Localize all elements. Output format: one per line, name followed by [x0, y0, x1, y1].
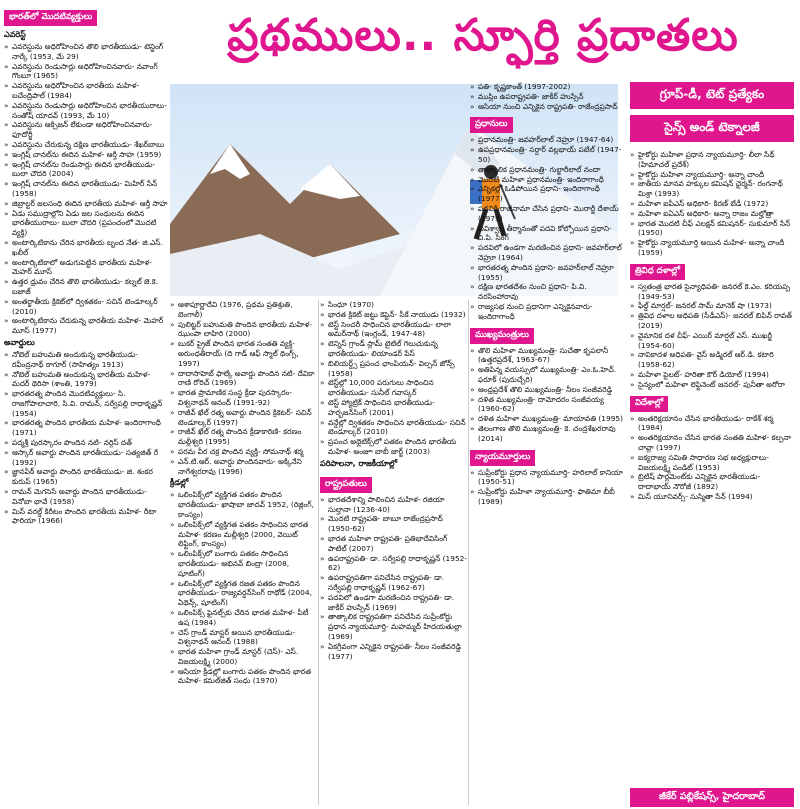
list-item: » మహిళా ఐపీఎస్‌ అధికారి- కిరణ్‌ బేడీ (1972) [630, 199, 794, 209]
list-item: » ఉపరాష్ట్రపతిగా పనిచేసిన రాష్ట్రపతి- డా. సర్వేపల్లి రాధాకృష్ణన్‌ (1962-67) [320, 573, 468, 593]
list-item: » ఆసియా క్రీడల్లో బంగారు పతకం పొందిన భారత మహిళ- కమల్‌జిత్‌ సంధు (1970) [170, 667, 318, 687]
subhead-presidents: రాష్ట్రపతులు [320, 477, 372, 493]
publisher-credit: జీకేర్ పబ్లికేషన్స్‌, హైదరాబాద్‌ [630, 788, 794, 807]
subhead-chief-ministers: ముఖ్యమంత్రులు [470, 328, 534, 344]
tag-box [630, 82, 794, 148]
list-item: » ఇంగ్లిష్‌ చానల్‌ను ఈదిన భారతీయుడు- మిహిర్‌ సేన్‌ (1958) [4, 179, 168, 199]
list-item: » భారతరత్న పొందిన మొదటివ్యక్తులు- సి. రాజగోపాలాచారి, సి.వి. రామన్‌, సర్వేపల్లి రాధాకృష్ణన్‌ (1954) [4, 389, 168, 418]
tag-science-tech: సైన్స్‌ అండ్‌ టెక్నాలజీ [630, 115, 794, 142]
everest-list [4, 42, 168, 336]
list-item: » ఉత్తర ధ్రువం చేరిన తొలి భారతీయుడు- కల్నల్‌ జె.కె. బజాజ్‌ [4, 277, 168, 297]
list-item: » భారత మహిళా గ్రాండ్‌ మాస్టర్‌ (చెస్‌)- ఎస్‌. విజయలక్ష్మి (2000) [170, 647, 318, 667]
list-item: » ప్రపంచ అథ్లెటిక్స్‌లో పతకం పొందిన భారతీయ మహిళ- అంజూ బాబీ జార్జ్‌ (2003) [320, 437, 468, 457]
list-item: » జాతీయ మానవ హక్కుల కమిషన్‌ ఛైర్మన్‌- రంగనాథ్‌ మిశ్రా (1993) [630, 179, 794, 199]
list-item: » ఒలింపిక్స్‌లో బంగారు పతకం సాధించిన భారతీయుడు- అభినవ్‌ బింద్రా (2008, షూటింగ్‌) [170, 549, 318, 578]
list-item: » ఒలింపిక్స్‌ ఫైనల్స్‌కు చేరిన భారత మహిళ- పీటీ ఉష (1984) [170, 608, 318, 628]
list-item: » సుప్రీంకోర్టు మహిళా న్యాయమూర్తి- ఫాతిమా బీబీ (1989) [470, 487, 624, 507]
list-item: » ఆశాపూర్ణాదేవి (1976, ప్రథమ ప్రతిశ్రుతి, బెంగాలీ) [170, 300, 318, 320]
list-item: » ఇంగ్లిష్‌ చానల్‌ను రెండుసార్లు ఈదిన భారతీయుడు- బులా చౌదరి (2004) [4, 160, 168, 180]
list-item: » మహిళా ఐఏఎస్‌ అధికారి- అన్నా రాజం మల్హోత్రా [630, 209, 794, 219]
list-item: » ఎవరెస్టును ఆక్సిజన్‌ లేకుండా అధిరోహించినవారు- ఫూదోర్జీ [4, 120, 168, 140]
list-item: » అవిశ్వాస తీర్మానంతో పదవి కోల్పోయిన ప్రధాని- వి.పి. సింగ్‌ [470, 224, 624, 244]
list-item: » అంతర్జాతీయ క్రికెట్‌లో ద్విశతకం- సచిన్‌ టెండూల్కర్‌ (2010) [4, 297, 168, 317]
column-3 [320, 300, 468, 805]
list-item: » దాదాసాహెబ్‌ ఫాల్కే అవార్డు పొందిన నటి- దేవికా రాణి రోరిచ్‌ (1969) [170, 369, 318, 389]
list-item: » ఎవరెస్టును చేరుకున్న దక్షిణ భారతీయుడు- శేఖర్‌బాబు [4, 140, 168, 150]
list-item: » రామన్‌ మెగసెసే అవార్డు పొందిన భారతీయుడు- వినోబా భావే (1958) [4, 487, 168, 507]
list-item: » జిబ్రాల్టర్‌ జలసంధి ఈదిన భారతీయ మహిళ- ఆర్తీ సాహ [4, 199, 168, 209]
list-item: » ఎవరెస్టును రెండుసార్లు అధిరోహించినవారు- నవాంగ్‌ గొంబూ (1965) [4, 62, 168, 82]
list-item: » వన్డేల్లో ద్విశతకం సాధించిన భారతీయుడు- సచిన్‌ టెండూల్కర్‌ (2010) [320, 418, 468, 438]
column-4 [470, 82, 624, 805]
list-item: » దళిత మహిళా ముఖ్యమంత్రి- మాయావతి (1995) [470, 414, 624, 424]
list-item: » పదవిలో ఉండగా మరణించిన రాష్ట్రపతి- డా. జాకీర్‌ హుస్సేన్‌ (1969) [320, 593, 468, 613]
list-item: » అంతరిక్షయానం చేసిన భారతీయుడు- రాకేశ్‌ శర్మ (1984) [630, 414, 794, 434]
list-item: » రాజీవ్‌ ఖేల్‌ రత్న పొందిన క్రీడాకారిణి- కరణం మల్లీశ్వరి (1995) [170, 427, 318, 447]
list-item: » తాత్కాలిక రాష్ట్రపతిగా పనిచేసిన సుప్రీంకోర్టు ప్రధాన న్యాయమూర్తి- మహమ్మద్‌ హిదయతుల్లా (1969) [320, 612, 468, 641]
list-item: » అంటార్కిటికాలో అడుగుపెట్టిన భారతీయ మహిళ- మెహర్‌ మూస్‌ [4, 258, 168, 278]
list-item: » త్రివిధ దళాల అధిపతి (సీడీఎస్‌)- జనరల్‌ బిపిన్‌ రావత్‌ (2019) [630, 311, 794, 331]
list-item: » అంతరిక్షయానం చేసిన భారత సంతతి మహిళ- కల్పనా చావ్లా (1997) [630, 433, 794, 453]
list-item: » దళిత ముఖ్యమంత్రి- దామోదరం సంజీవయ్య (1960-62) [470, 395, 624, 415]
list-item: » అంటార్కిటికాను చేరుకున్న భారతీయ మహిళ- మెహర్‌ మూస్‌ (1977) [4, 316, 168, 336]
column-5 [630, 150, 794, 805]
list-item: » పరమ వీర చక్ర పొందిన వ్యక్తి- సోమనాథ్‌ శర్మ [170, 447, 318, 457]
column-2 [170, 300, 318, 805]
list-item: » ఐక్యరాజ్య సమితి సాధారణ సభ అధ్యక్షురాలు- విజయలక్ష్మి పండిట్‌ (1953) [630, 453, 794, 473]
list-item: » టెస్ట్‌ హ్యాట్రిక్‌ సాధించిన భారతీయుడు- హర్భజన్‌సింగ్‌ (2001) [320, 398, 468, 418]
list-item: » తొలి మహిళా ముఖ్యమంత్రి- సుచేతా కృపలానీ (ఉత్తరప్రదేశ్‌, 1963-67) [470, 346, 624, 366]
subhead-everest: ఎవరెస్ట్‌ [4, 30, 26, 39]
list-item: » నోబెల్‌ బహుమతి అందుకున్న భారతీయుడు- రవీంద్రనాథ్‌ ఠాగూర్‌ (సాహిత్యం 1913) [4, 350, 168, 370]
subhead-judges: న్యాయమూర్తులు [470, 450, 535, 466]
list-item: » సింధూ (1970) [320, 300, 468, 310]
list-item: » స్వతంత్ర భారత సైన్యాధిపతి- జనరల్‌ కె.ఎం. కరియప్ప (1949-53) [630, 282, 794, 302]
list-item: » సుప్రీంకోర్టు ప్రధాన న్యాయమూర్తి- హరిలాల్‌ కానియా (1950-51) [470, 468, 624, 488]
list-item: » ఎన్‌.టి.ఆర్‌. అవార్డు పొందినవారు- అక్కినేని నాగేశ్వరరావు (1996) [170, 457, 318, 477]
subhead-sports: క్రీడల్లో [170, 478, 189, 488]
list-item: » హైకోర్టు న్యాయమూర్తి అయిన మహిళ- అన్నా చాందీ (1959) [630, 238, 794, 258]
list-item: » సైన్యంలో మహిళా లెఫ్టినెంట్‌ జనరల్‌- పునీతా అరోరా [630, 380, 794, 390]
list-item: » ఒలింపిక్స్‌లో వ్యక్తిగత పతకం పొందిన భారతీయుడు- ఖాషాబా జాదవ్‌ 1952, (రెజ్లింగ్‌, కాంస్యం) [170, 490, 318, 519]
subhead-awards: అవార్డులు [4, 337, 35, 347]
list-item: » టెస్ట్‌ సెంచరీ సాధించిన భారతీయుడు- లాలా అమర్‌నాథ్‌ (ఇంగ్లండ్‌, 1947-48) [320, 320, 468, 340]
list-item: » ఎవరెస్టును రెండుసార్లు అధిరోహించిన భారతీయురాలు- సంతోష్‌ యాదవ్‌ (1993, మే 10) [4, 101, 168, 121]
list-item: » ఎవరెస్టును అధిరోహించిన భారతీయ మహిళ- బచేంద్రిపాల్‌ (1984) [4, 81, 168, 101]
awards-list [4, 350, 168, 526]
list-item: » ఉపప్రధానమంత్రి- సర్దార్‌ వల్లభాయ్‌ పటేల్‌ (1947-50) [470, 145, 624, 165]
section-head-firsts: భారత్‌లో మొదటివ్యక్తులు [4, 10, 97, 26]
subhead-abroad: విదేశాల్లో [630, 396, 668, 412]
list-item: » భారత క్రికెట్‌ జట్టు కెప్టెన్‌- సీకే నాయుడు (1932) [320, 310, 468, 320]
list-item: » హైకోర్టు మహిళా ప్రధాన న్యాయమూర్తి- లీలా సేథ్‌ (హిమాచల్‌ ప్రదేశ్‌) [630, 150, 794, 170]
list-item: » ఆంధ్రప్రదేశ్‌ తొలి ముఖ్యమంత్రి- నీలం సంజీవరెడ్డి [470, 385, 624, 395]
list-item: » టెన్నిస్‌ గ్రాండ్‌ స్లామ్‌ టైటిల్‌ గెలుచుకున్న భారతీయుడు- లియాండర్‌ పేస్‌ [320, 339, 468, 359]
list-item: » పద్మశ్రీ పురస్కారం పొందిన నటి- నర్గిస్‌ దత్‌ [4, 438, 168, 448]
list-item: » దక్షిణ భారతదేశం నుంచి ప్రధాని- పి.వి. నరసింహారావు [470, 282, 624, 302]
list-item: » భారతరత్న పొందిన భారతీయ మహిళ- ఇందిరాగాంధీ (1971) [4, 418, 168, 438]
subhead-politics: పరిపాలనా, రాజకీయాల్లో [320, 458, 398, 468]
list-item: » ఒలింపిక్స్‌లో వ్యక్తిగత పతకం సాధించిన భారత మహిళ- కరణం మల్లీశ్వరి (2000, వెయిట్‌ లిఫ్టింగ్‌, కాంస్యం) [170, 520, 318, 549]
list-item: » వైమానిక దళ చీఫ్‌- ఎయిర్‌ మార్షల్‌ ఎస్‌. ముఖర్జీ (1954-60) [630, 331, 794, 351]
list-item: » ఎన్నికల్లో ఓడిపోయిన ప్రధాని- ఇందిరాగాంధీ (1977) [470, 184, 624, 204]
list-item: » పదవిలో ఉండగా మరణించిన ప్రధాని- జవహర్‌లాల్‌ నెహ్రూ (1964) [470, 243, 624, 263]
list-item: » ఫీల్డ్‌ మార్షల్‌- జనరల్‌ సామ్‌ మానెక్‌ షా (1973) [630, 301, 794, 311]
list-item: » ప్రధానమంత్రి- జవహర్‌లాల్‌ నెహ్రూ (1947-64) [470, 135, 624, 145]
list-item: » మొదటి రాష్ట్రపతి- బాబూ రాజేంద్రప్రసాద్‌ (1950-62) [320, 514, 468, 534]
list-item: » ఒలింపిక్స్‌లో వ్యక్తిగత రజత పతకం పొందిన భారతీయుడు- రాజ్యవర్థన్‌సింగ్‌ రాథోడ్‌ (2004, ఏథెన్స్‌, షూటింగ్‌) [170, 579, 318, 608]
list-item: » భారతదేశాన్ని పాలించిన మహిళ- రజియా సుల్తానా (1236-40) [320, 495, 468, 515]
list-item: » మిస్‌ యూనివర్స్‌- సుస్మితా సేన్‌ (1994) [630, 492, 794, 502]
list-item: » పదవికి రాజీనామా చేసిన ప్రధాని- మొరార్జీ దేశాయ్‌ (1979) [470, 204, 624, 224]
subhead-prime-ministers: ప్రధానులు [470, 117, 513, 133]
list-item: » పులిట్జర్‌ బహుమతి పొందిన భారతీయ మహిళ- ఝుంపా లాహిరి (2000) [170, 320, 318, 340]
list-item: » అంటార్కిటికాను చేరిన భారతీయ బృంద నేత- జి.ఎస్‌. ఖలీల్‌ [4, 238, 168, 258]
list-item: » బిలియర్డ్స్‌ ప్రపంచ ఛాంపియన్‌- విల్సన్‌ జోన్స్‌ (1958) [320, 359, 468, 379]
list-item: » చెస్‌ గ్రాండ్‌ మాస్టర్‌ అయిన భారతీయుడు- విశ్వనాథన్‌ ఆనంద్‌ (1988) [170, 628, 318, 648]
list-item: » నావికాదళ అధిపతి- వైస్‌ అడ్మిరల్‌ ఆర్‌.డి. కటారి (1958-62) [630, 350, 794, 370]
list-item: » మొదటి మహిళా ప్రధానమంత్రి- ఇందిరాగాంధీ [470, 175, 624, 185]
subhead-armed-forces: త్రివిధ దళాల్లో [630, 264, 685, 280]
page-title: ప్రథములు.. స్ఫూర్తి ప్రదాతలు [227, 10, 739, 61]
list-item: » తాత్కాలిక ప్రధానమంత్రి- గుల్జారీలాల్‌ నందా [470, 165, 624, 175]
list-item: » ఏకగ్రీవంగా ఎన్నికైన రాష్ట్రపతి- నీలం సంజీవరెడ్డి (1977) [320, 642, 468, 662]
list-item: » ఇంగ్లిష్‌ చానల్‌ను ఈదిన మహిళ- ఆర్తీ సాహ (1959) [4, 150, 168, 160]
list-item: » బ్రిటిష్‌ పార్లమెంట్‌కు ఎన్నికైన భారతీయుడు- దాదాభాయ్‌ నౌరోజీ (1892) [630, 472, 794, 492]
list-item: » ఆసియా నుంచి ఎన్నికైన రాష్ట్రపతి- రాజేంద్రప్రసాద్‌ [470, 102, 624, 112]
column-1 [4, 4, 168, 804]
list-item: » ఉపరాష్ట్రపతి- డా. సర్వేపల్లి రాధాకృష్ణన్‌ (1952-62) [320, 554, 468, 574]
list-item: » పతి- కృష్ణకాంత్‌ (1997-2002) [470, 82, 624, 92]
list-item: » మహిళా పైలట్‌- హరితా కౌర్‌ డియోల్‌ (1994) [630, 370, 794, 380]
list-item: » అతిపిన్న వయస్సులో ముఖ్యమంత్రి- ఎం.ఓ.హెచ్‌. ఫరూక్‌ (పుదుచ్చేరి) [470, 365, 624, 385]
list-item: » తెలంగాణ తొలి ముఖ్యమంత్రి- కె. చంద్రశేఖరరావు (2014) [470, 424, 624, 444]
list-item: » రాజీవ్‌ ఖేల్‌ రత్న అవార్డు పొందిన క్రికెటర్‌- సచిన్‌ టెండూల్కర్‌ (1997) [170, 408, 318, 428]
list-item: » ఏడు సముద్రాల్లోని ఏడు జల సంధులను ఈదిన భారతీయురాలు- బులా చౌదరి (ప్రపంచంలో మొదటి వ్యక్తి) [4, 209, 168, 238]
list-item: » భారతరత్న పొందిన ప్రధాని- జవహర్‌లాల్‌ నెహ్రూ (1955) [470, 263, 624, 283]
list-item: » టెస్ట్‌ల్లో 10,000 పరుగులు సాధించిన భారతీయుడు- సునీల్‌ గవాస్కర్‌ [320, 378, 468, 398]
list-item: » భారత ప్రామాణిక సంస్థ క్రీడా పురస్కారం- విశ్వనాథన్‌ ఆనంద్‌ (1991-92) [170, 388, 318, 408]
list-item: » ఎవరెస్టును అధిరోహించిన తొలి భారతీయుడు- టెన్జింగ్‌ నార్కే (1953, మే 29) [4, 42, 168, 62]
list-item: » హైకోర్టు మహిళా న్యాయమూర్తి- అన్నా చాందీ [630, 170, 794, 180]
list-item: » ముస్లిం ఉపరాష్ట్రపతి- జాకీర్‌ హుస్సేన్‌ [470, 92, 624, 102]
tag-group-d: గ్రూప్‌-డీ, టెట్‌ ప్రత్యేకం [630, 82, 794, 109]
list-item: » మిస్‌ వరల్డ్‌ కిరీటం పొందిన భారతీయ మహిళ- రీటా ఫారియా (1966) [4, 507, 168, 527]
list-item: » జ్ఞానపీఠ్‌ అవార్డు పొందిన భారతీయుడు- జి. శంకర కురుప్‌ (1965) [4, 467, 168, 487]
list-item: » బుకర్‌ ప్రైజ్‌ పొందిన భారత సంతతి వ్యక్తి- అరుంధతీరాయ్‌ (ది గాడ్‌ ఆఫ్‌ స్మాల్‌ థింగ్స్‌, 1997) [170, 339, 318, 368]
list-item: » భారత మహిళా రాష్ట్రపతి- ప్రతిభాదేవిసింగ్‌ పాటిల్‌ (2007) [320, 534, 468, 554]
list-item: » ఆస్కార్‌ అవార్డు పొందిన భారతీయుడు- సత్యజిత్‌ రే (1992) [4, 448, 168, 468]
list-item: » భారత మొదటి చీఫ్‌ ఎలక్షన్‌ కమిషనర్‌- సుకుమార్‌ సేన్‌ (1950) [630, 219, 794, 239]
list-item: » నోబెల్‌ బహుమతి అందుకున్న భారతీయ మహిళ- మదర్‌ థెరిసా (శాంతి, 1979) [4, 370, 168, 390]
list-item: » రాజ్యసభ నుంచి ప్రధానిగా ఎన్నికైనవారు- ఇందిరాగాంధీ [470, 302, 624, 322]
